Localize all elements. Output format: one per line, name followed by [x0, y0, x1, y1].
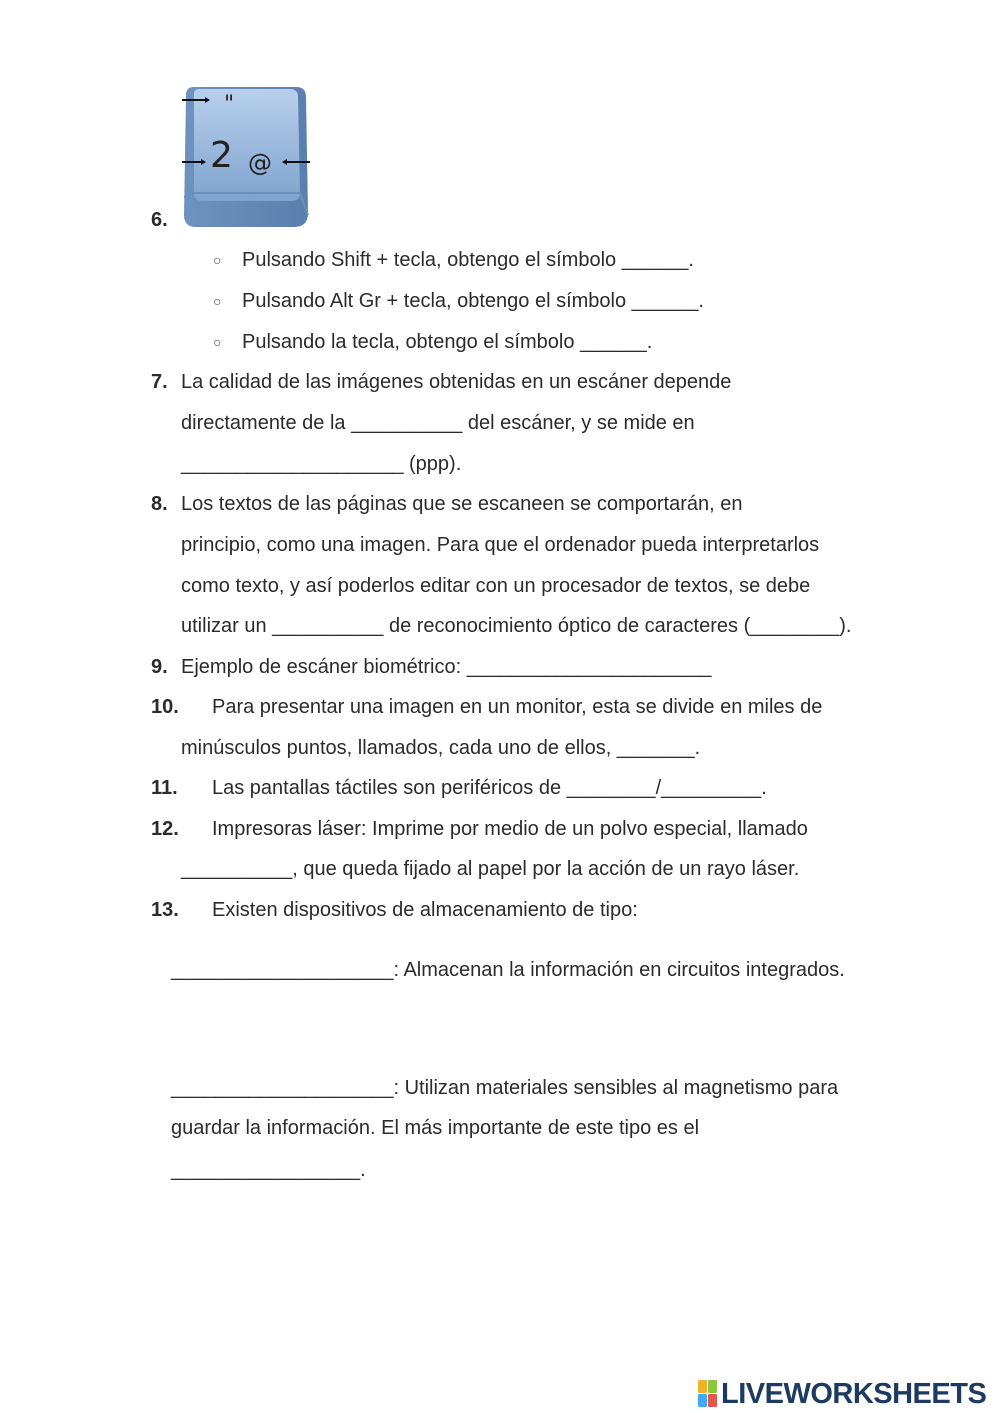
q13-para2-line-1: ____________________: Utilizan materiales sensibles al magnetismo para: [171, 1077, 839, 1099]
q6-bullet-1: Pulsando Shift + tecla, obtengo el símbolo ______.: [242, 249, 694, 271]
q6-bullet-2: Pulsando Alt Gr + tecla, obtengo el símbolo ______.: [242, 290, 704, 312]
question-9-number: 9.: [151, 656, 168, 678]
q13-line-1: Existen dispositivos de almacenamiento de tipo:: [212, 899, 638, 921]
q10-line-2: minúsculos puntos, llamados, cada uno de ellos, _______.: [181, 737, 701, 759]
logo-blocks-icon: [698, 1380, 718, 1408]
q7-line-1: La calidad de las imágenes obtenidas en un escáner depende: [181, 371, 732, 393]
q7-line-3: ____________________ (ppp).: [181, 453, 462, 475]
q13-para1-line-1: ____________________: Almacenan la información en circuitos integrados.: [171, 959, 845, 981]
q10-line-1: Para presentar una imagen en un monitor, esta se divide en miles de: [212, 696, 823, 718]
key-right-symbol: @: [248, 149, 272, 177]
q12-line-2: __________, que queda fijado al papel por la acción de un rayo láser.: [181, 858, 800, 880]
q12-line-1: Impresoras láser: Imprime por medio de un polvo especial, llamado: [212, 818, 808, 840]
q8-line-3: como texto, y así poderlos editar con un procesador de textos, se debe: [181, 575, 811, 597]
q8-line-2: principio, como una imagen. Para que el ordenador pueda interpretarlos: [181, 534, 820, 556]
q6-bullet-3: Pulsando la tecla, obtengo el símbolo ______.: [242, 331, 653, 353]
q11-line-1: Las pantallas táctiles son periféricos de ________/_________.: [212, 777, 767, 799]
q13-para2-line-2: guardar la información. El más importante de este tipo es el: [171, 1117, 700, 1139]
bullet-icon: ○: [213, 334, 222, 350]
q13-para2-line-3: _________________.: [171, 1159, 366, 1181]
question-11-number: 11.: [151, 777, 178, 799]
bullet-icon: ○: [213, 293, 222, 309]
question-6-number: 6.: [151, 209, 168, 231]
question-7-number: 7.: [151, 371, 168, 393]
liveworksheets-logo: [698, 1378, 994, 1410]
key-middle-symbol: 2: [210, 135, 233, 176]
q8-line-4: utilizar un __________ de reconocimiento óptico de caracteres (________).: [181, 615, 852, 637]
key-top-symbol: ": [224, 92, 235, 117]
question-13-number: 13.: [151, 899, 179, 921]
question-8-number: 8.: [151, 493, 168, 515]
q8-line-1: Los textos de las páginas que se escaneen se comportarán, en: [181, 493, 743, 515]
logo-text: LIVEWORKSHEETS: [721, 1378, 987, 1410]
q9-line-1: Ejemplo de escáner biométrico: ______________________: [181, 656, 712, 678]
keyboard-key-image: [180, 85, 310, 230]
bullet-icon: ○: [213, 252, 222, 268]
question-12-number: 12.: [151, 818, 179, 840]
q7-line-2: directamente de la __________ del escáner, y se mide en: [181, 412, 695, 434]
question-10-number: 10.: [151, 696, 179, 718]
